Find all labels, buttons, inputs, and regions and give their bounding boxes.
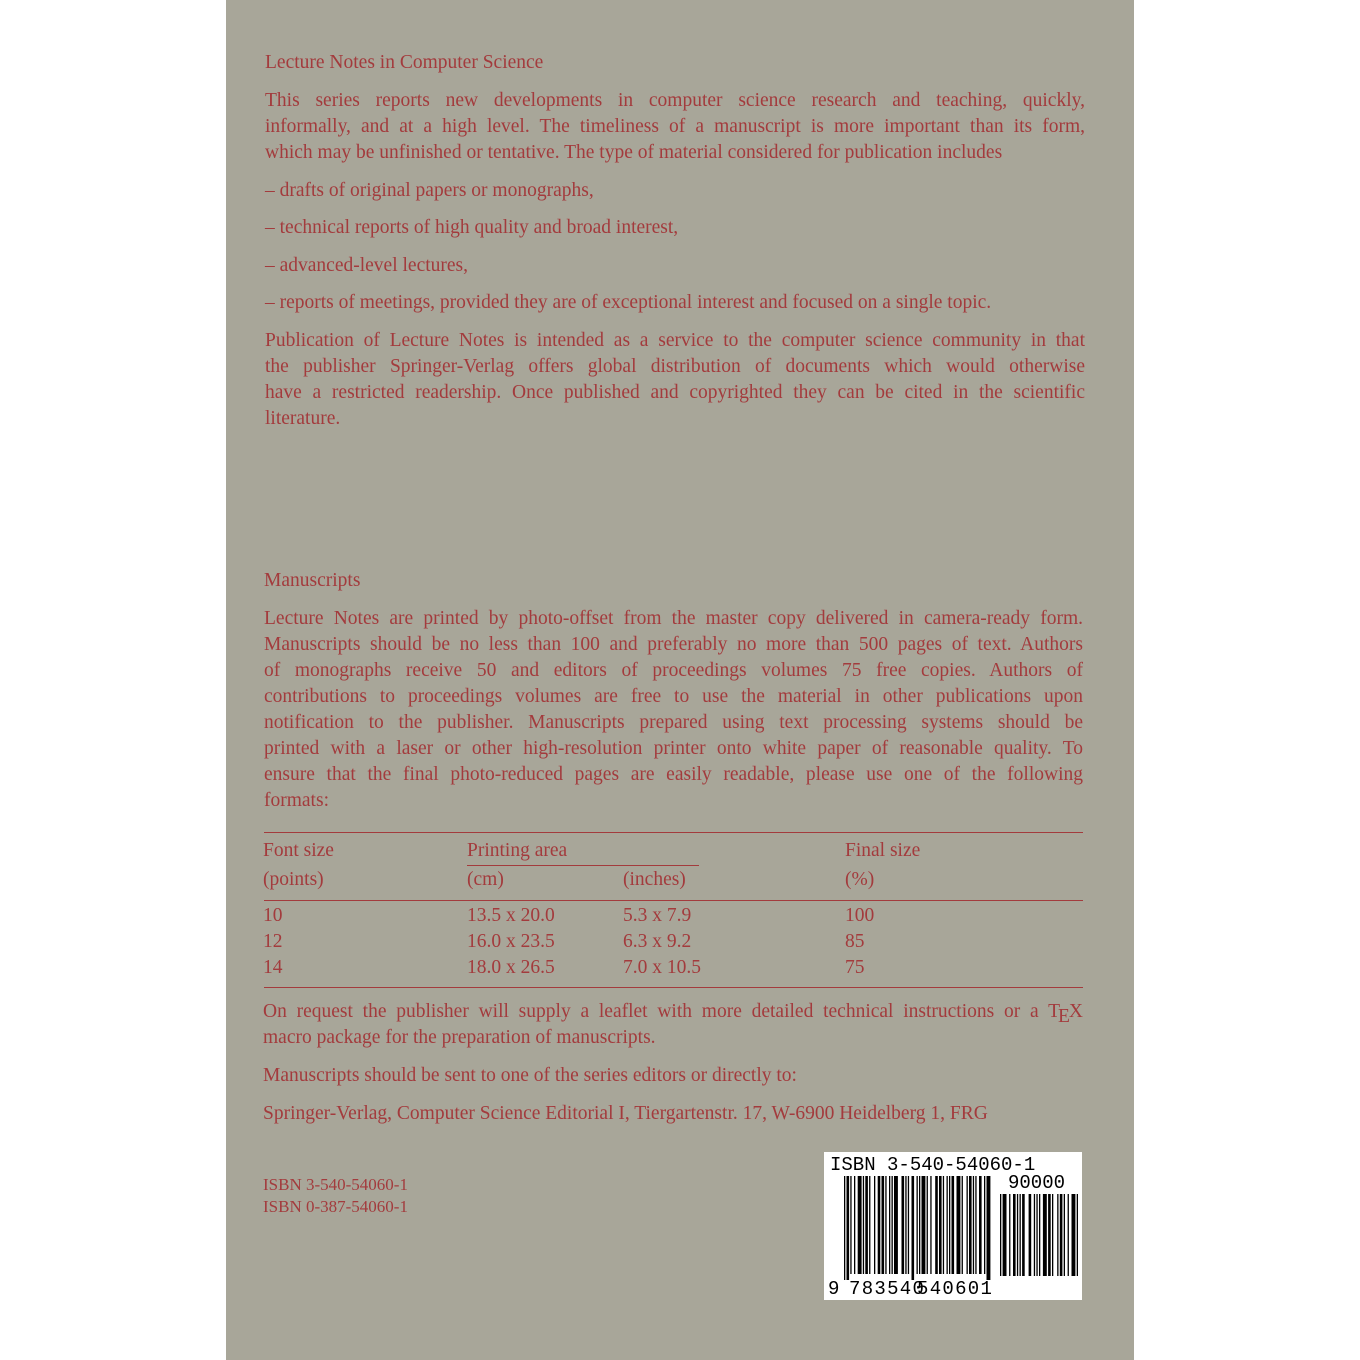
barcode-bar xyxy=(1072,1194,1076,1276)
barcode-bar xyxy=(973,1176,974,1274)
barcode-lead-digit: 9 xyxy=(828,1278,840,1300)
bullet-item: – technical reports of high quality and broad interest, xyxy=(265,217,679,238)
table-header-rule xyxy=(264,900,1083,901)
barcode-bar xyxy=(1043,1194,1047,1276)
barcode-bar xyxy=(1034,1194,1035,1276)
publication-paragraph xyxy=(265,328,1085,432)
barcode-bar xyxy=(869,1176,870,1274)
barcode-bar xyxy=(1022,1194,1025,1276)
barcode-digits-left: 783540 xyxy=(849,1278,926,1300)
barcode-bar xyxy=(889,1176,890,1274)
barcode-bar xyxy=(885,1176,886,1274)
header-printing-area: Printing area xyxy=(467,840,568,861)
cell-final: 75 xyxy=(845,957,865,978)
manuscripts-heading: Manuscripts xyxy=(264,570,361,591)
barcode-bar xyxy=(930,1176,931,1274)
barcode-bar xyxy=(975,1176,976,1274)
barcode-bar xyxy=(1020,1194,1021,1276)
table-bottom-rule xyxy=(264,987,1083,988)
cell-font: 14 xyxy=(263,957,283,978)
barcode-bar xyxy=(1036,1194,1037,1276)
text-line: formats: xyxy=(264,790,329,811)
barcode-bar xyxy=(1057,1194,1058,1276)
header-final-size: Final size xyxy=(845,840,921,861)
intro-paragraph xyxy=(265,88,1085,166)
header-font-size: Font size xyxy=(263,840,334,861)
barcode-bar xyxy=(894,1176,898,1274)
barcode-bar xyxy=(917,1176,918,1274)
header-inches: (inches) xyxy=(623,869,686,890)
text-line: This series reports new developments in computer science research and teaching, quickly, xyxy=(265,90,1085,111)
barcode-bar xyxy=(1003,1194,1007,1276)
barcode-bar xyxy=(892,1176,893,1274)
barcode-bar xyxy=(847,1176,850,1280)
cell-inches: 5.3 x 7.9 xyxy=(623,905,692,926)
text-line: Manuscripts should be no less than 100 and preferably no more than 500 pages of text. Authors xyxy=(264,634,1083,655)
header-percent: (%) xyxy=(845,869,875,890)
request-paragraph xyxy=(263,999,1083,1051)
barcode-bar xyxy=(1077,1194,1078,1276)
barcode-bar xyxy=(987,1176,991,1280)
barcode-bar xyxy=(1068,1194,1069,1276)
cell-final: 100 xyxy=(845,905,875,926)
barcode-bar xyxy=(957,1176,961,1274)
barcode-addon-digits: 90000 xyxy=(1008,1172,1066,1194)
barcode-bar xyxy=(1017,1194,1018,1276)
barcode-bar xyxy=(854,1176,855,1274)
cell-cm: 18.0 x 26.5 xyxy=(467,957,555,978)
text-line: Lecture Notes are printed by photo-offset from the master copy delivered in camera-ready form. xyxy=(264,608,1083,629)
text-line: printed with a laser or other high-resolution printer onto white paper of reasonable quality. To xyxy=(264,738,1083,759)
bullet-item: – advanced-level lectures, xyxy=(265,255,469,276)
barcode-bar xyxy=(979,1176,982,1274)
barcode-bar xyxy=(1039,1194,1040,1276)
barcode-digits-right: 540601 xyxy=(917,1278,994,1300)
barcode-bar xyxy=(905,1176,906,1274)
text-line: which may be unfinished or tentative. The type of material considered for publication includes xyxy=(265,142,1003,163)
cell-inches: 7.0 x 10.5 xyxy=(623,957,701,978)
barcode-bar xyxy=(1048,1194,1051,1276)
text-line: have a restricted readership. Once published and copyrighted they can be cited in the scientific xyxy=(265,382,1085,403)
cell-final: 85 xyxy=(845,931,865,952)
barcode-bar xyxy=(962,1176,963,1274)
barcode-bar xyxy=(908,1176,909,1274)
text-line: the publisher Springer-Verlag offers global distribution of documents which would otherwise xyxy=(265,356,1085,377)
barcode-bar xyxy=(967,1176,968,1274)
barcode-bar xyxy=(919,1176,920,1274)
barcode-bar xyxy=(922,1176,926,1274)
text-line: Publication of Lecture Notes is intended as a service to the computer science community in that xyxy=(265,330,1085,351)
barcode-isbn-text: ISBN 3-540-54060-1 xyxy=(830,1154,1036,1176)
text-line: contributions to proceedings volumes are free to use the material in other publications upon xyxy=(264,686,1083,707)
manuscripts-paragraph xyxy=(264,606,1083,814)
cell-font: 10 xyxy=(263,905,283,926)
text-line xyxy=(263,999,1083,1025)
isbn-barcode xyxy=(824,1152,1082,1300)
barcode-bar xyxy=(1060,1194,1063,1276)
barcode-bar xyxy=(1013,1194,1016,1276)
barcode-bar xyxy=(912,1176,915,1280)
cell-cm: 13.5 x 20.0 xyxy=(467,905,555,926)
barcode-bar xyxy=(984,1176,985,1274)
barcode-bar xyxy=(874,1176,875,1274)
text-line: macro package for the preparation of manuscripts. xyxy=(263,1027,656,1048)
barcode-bar xyxy=(939,1176,942,1274)
text-line: notification to the publisher. Manuscripts prepared using text processing systems should be xyxy=(264,712,1083,733)
barcode-bar xyxy=(943,1176,944,1274)
bullet-item: – drafts of original papers or monographs, xyxy=(265,180,594,201)
printing-area-rule xyxy=(467,865,699,866)
send-instruction: Manuscripts should be sent to one of the series editors or directly to: xyxy=(263,1065,797,1086)
tex-logo: TEX xyxy=(1048,1001,1084,1027)
barcode-bar xyxy=(844,1176,845,1280)
barcode-bar xyxy=(969,1176,972,1274)
barcode-bar xyxy=(850,1176,851,1274)
isbn-line: ISBN 3-540-54060-1 xyxy=(263,1175,408,1194)
bullet-item: – reports of meetings, provided they are of exceptional interest and focused on a single topic. xyxy=(265,292,992,313)
barcode-bar xyxy=(1029,1194,1032,1276)
barcode-bar xyxy=(1064,1194,1065,1276)
barcode-bar xyxy=(949,1176,950,1274)
barcode-bar xyxy=(902,1176,905,1274)
series-title: Lecture Notes in Computer Science xyxy=(265,52,544,73)
barcode-bar xyxy=(1009,1194,1010,1276)
text-line: of monographs receive 50 and editors of proceedings volumes 75 free copies. Authors of xyxy=(264,660,1083,681)
barcode-bar xyxy=(865,1176,868,1274)
cell-cm: 16.0 x 23.5 xyxy=(467,931,555,952)
barcode-bar xyxy=(858,1176,862,1274)
barcode-bar xyxy=(863,1176,864,1274)
barcode-bar xyxy=(1000,1194,1001,1276)
text-line: informally, and at a high level. The timeliness of a manuscript is more important than its form, xyxy=(265,116,1085,137)
table-top-rule xyxy=(264,832,1083,833)
cell-font: 12 xyxy=(263,931,283,952)
barcode-bar xyxy=(878,1176,881,1274)
isbn-line: ISBN 0-387-54060-1 xyxy=(263,1197,408,1216)
text-line: ensure that the final photo-reduced pages are easily readable, please use one of the following xyxy=(264,764,1083,785)
header-points: (points) xyxy=(263,869,324,890)
cell-inches: 6.3 x 9.2 xyxy=(623,931,692,952)
barcode-bar xyxy=(935,1176,938,1274)
publisher-address: Springer-Verlag, Computer Science Editorial I, Tiergartenstr. 17, W-6900 Heidelberg 1, FRG xyxy=(263,1103,988,1124)
barcode-bar xyxy=(947,1176,948,1274)
text-line: literature. xyxy=(265,408,341,429)
barcode-bar xyxy=(927,1176,928,1274)
barcode-bar xyxy=(952,1176,955,1274)
request-text: On request the publisher will supply a leaflet with more detailed technical instructions or a xyxy=(263,1001,1039,1022)
barcode-bar xyxy=(1052,1194,1053,1276)
barcode-bar xyxy=(882,1176,885,1274)
header-cm: (cm) xyxy=(467,869,504,890)
